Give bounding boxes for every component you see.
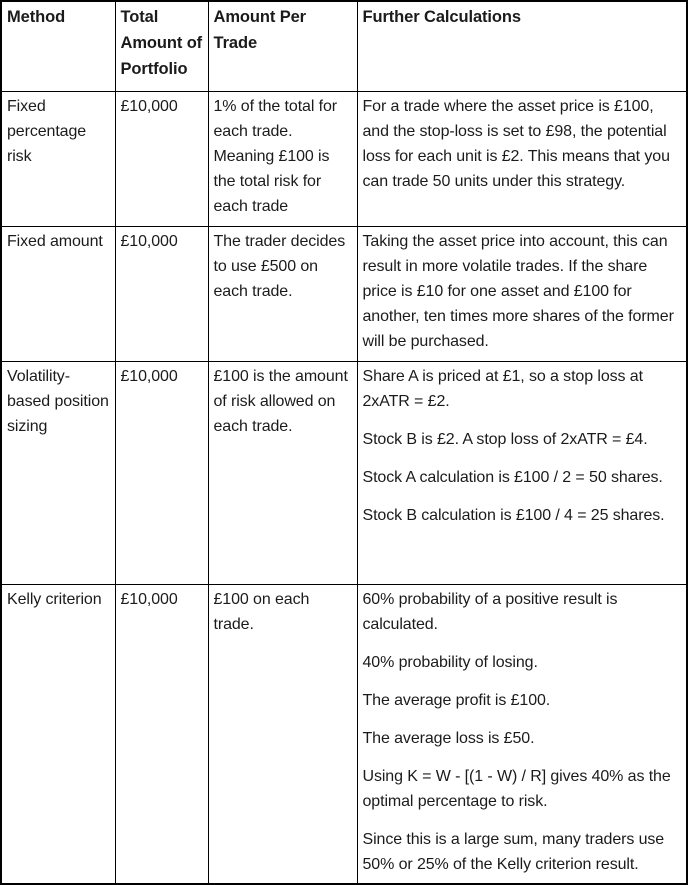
cell-further-calculations xyxy=(357,91,687,226)
cell-paragraph: The trader decides to use £500 on each trade. xyxy=(213,232,346,300)
header-amount-per-trade: Amount Per Trade xyxy=(208,1,357,91)
cell-paragraph: The average profit is £100. xyxy=(362,691,551,709)
cell-method: Volatility-based position sizing xyxy=(1,361,115,584)
header-further-calculations: Further Calculations xyxy=(357,1,687,91)
header-method: Method xyxy=(1,1,115,91)
cell-paragraph: Since this is a large sum, many traders use 50% or 25% of the Kelly criterion result. xyxy=(362,830,665,873)
cell-further-calculations xyxy=(357,584,687,884)
table-row xyxy=(1,226,687,361)
cell-amount-per-trade xyxy=(208,361,357,584)
table-header-row xyxy=(1,1,687,91)
header-total-amount: Total Amount of Portfolio xyxy=(115,1,208,91)
cell-paragraph: £100 is the amount of risk allowed on each trade. xyxy=(213,367,348,435)
cell-total-amount: £10,000 xyxy=(115,226,208,361)
cell-paragraph: Stock B calculation is £100 / 4 = 25 shares. xyxy=(362,506,665,524)
table-row xyxy=(1,584,687,884)
table-row xyxy=(1,91,687,226)
cell-paragraph: For a trade where the asset price is £100, and the stop-loss is set to £98, the potential loss for each unit is £2. This means that you can trade 50 units under this strategy. xyxy=(362,97,670,190)
cell-total-amount: £10,000 xyxy=(115,361,208,584)
cell-further-calculations xyxy=(357,226,687,361)
cell-amount-per-trade xyxy=(208,91,357,226)
cell-paragraph: Stock B is £2. A stop loss of 2xATR = £4. xyxy=(362,430,648,448)
cell-method: Fixed percentage risk xyxy=(1,91,115,226)
cell-amount-per-trade xyxy=(208,226,357,361)
cell-paragraph: Using K = W - [(1 - W) / R] gives 40% as the optimal percentage to risk. xyxy=(362,767,671,810)
cell-paragraph: Taking the asset price into account, this can result in more volatile trades. If the share price is £10 for one asset and £100 for another, ten times more shares of the former will be purchased. xyxy=(362,232,674,350)
cell-amount-per-trade xyxy=(208,584,357,884)
cell-paragraph: The average loss is £50. xyxy=(362,729,535,747)
cell-paragraph: Stock A calculation is £100 / 2 = 50 shares. xyxy=(362,468,663,486)
cell-method: Kelly criterion xyxy=(1,584,115,884)
cell-method: Fixed amount xyxy=(1,226,115,361)
cell-total-amount: £10,000 xyxy=(115,584,208,884)
cell-total-amount: £10,000 xyxy=(115,91,208,226)
table-row xyxy=(1,361,687,584)
cell-paragraph: £100 on each trade. xyxy=(213,590,310,633)
cell-paragraph: 40% probability of losing. xyxy=(362,653,538,671)
cell-paragraph: 60% probability of a positive result is calculated. xyxy=(362,590,618,633)
cell-further-calculations xyxy=(357,361,687,584)
cell-paragraph: 1% of the total for each trade. Meaning £100 is the total risk for each trade xyxy=(213,97,338,215)
cell-paragraph: Share A is priced at £1, so a stop loss at 2xATR = £2. xyxy=(362,367,643,410)
